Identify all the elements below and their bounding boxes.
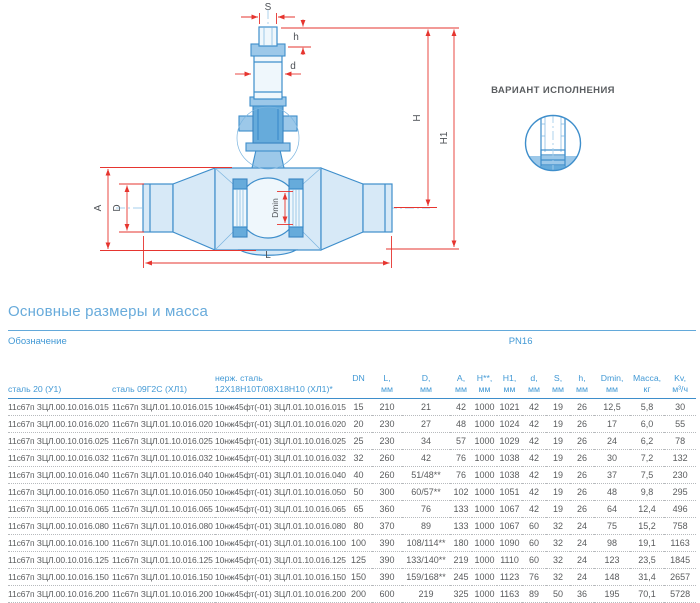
value-cell: 25 xyxy=(345,433,372,450)
value-cell: 42 xyxy=(522,484,546,501)
value-cell: 1000 xyxy=(472,518,497,535)
col-header-dmin: Dmin, мм xyxy=(594,351,630,399)
designation-cell: 10нж45фт(-01) ЗЦЛ.01.10.016.015 xyxy=(215,399,345,416)
value-cell: 26 xyxy=(570,501,594,518)
table-body xyxy=(8,399,696,603)
designation-cell: 11с67п ЗЦЛ.01.10.016.032 xyxy=(112,450,215,467)
col-header-s: S, мм xyxy=(546,351,570,399)
value-cell: 19 xyxy=(546,501,570,518)
value-cell: 42 xyxy=(522,450,546,467)
value-cell: 42 xyxy=(402,450,450,467)
value-cell: 100 xyxy=(345,535,372,552)
value-cell: 7,2 xyxy=(630,450,664,467)
col-header-stainless: нерж. сталь 12Х18Н10Т/08Х18Н10 (ХЛ1)* xyxy=(215,351,345,399)
value-cell: 42 xyxy=(522,399,546,416)
table-row xyxy=(8,569,696,586)
value-cell: 80 xyxy=(345,518,372,535)
designation-cell: 11с67п ЗЦЛ.00.10.016.200 xyxy=(8,586,112,603)
value-cell: 1000 xyxy=(472,501,497,518)
designation-cell: 11с67п ЗЦЛ.01.10.016.020 xyxy=(112,416,215,433)
value-cell: 89 xyxy=(402,518,450,535)
value-cell: 27 xyxy=(402,416,450,433)
designation-cell: 10нж45фт(-01) ЗЦЛ.01.10.016.125 xyxy=(215,552,345,569)
value-cell: 219 xyxy=(402,586,450,603)
value-cell: 21 xyxy=(402,399,450,416)
value-cell: 125 xyxy=(345,552,372,569)
dim-label-L: L xyxy=(265,250,271,261)
designation-cell: 10нж45фт(-01) ЗЦЛ.01.10.016.200 xyxy=(215,586,345,603)
value-cell: 19 xyxy=(546,416,570,433)
value-cell: 42 xyxy=(522,433,546,450)
value-cell: 2657 xyxy=(664,569,696,586)
value-cell: 30 xyxy=(664,399,696,416)
value-cell: 133 xyxy=(450,518,472,535)
designation-cell: 11с67п ЗЦЛ.00.10.016.020 xyxy=(8,416,112,433)
section-title: Основные размеры и масса xyxy=(8,303,209,320)
value-cell: 102 xyxy=(450,484,472,501)
value-cell: 26 xyxy=(570,399,594,416)
pn-group-header: PN16 xyxy=(508,335,533,347)
value-cell: 1067 xyxy=(497,518,522,535)
value-cell: 76 xyxy=(450,450,472,467)
designation-cell: 11с67п ЗЦЛ.00.10.016.125 xyxy=(8,552,112,569)
value-cell: 1029 xyxy=(497,433,522,450)
designation-cell: 10нж45фт(-01) ЗЦЛ.01.10.016.025 xyxy=(215,433,345,450)
value-cell: 230 xyxy=(664,467,696,484)
designation-cell: 11с67п ЗЦЛ.00.10.016.080 xyxy=(8,518,112,535)
value-cell: 5728 xyxy=(664,586,696,603)
value-cell: 24 xyxy=(570,535,594,552)
value-cell: 1000 xyxy=(472,535,497,552)
table-row xyxy=(8,518,696,535)
value-cell: 76 xyxy=(450,467,472,484)
value-cell: 48 xyxy=(450,416,472,433)
group-header-row xyxy=(8,331,696,352)
value-cell: 78 xyxy=(664,433,696,450)
value-cell: 245 xyxy=(450,569,472,586)
value-cell: 133 xyxy=(450,501,472,518)
value-cell: 26 xyxy=(570,484,594,501)
value-cell: 390 xyxy=(372,569,402,586)
value-cell: 1110 xyxy=(497,552,522,569)
value-cell: 48 xyxy=(594,484,630,501)
value-cell: 57 xyxy=(450,433,472,450)
value-cell: 19 xyxy=(546,484,570,501)
col-header-mass: Масса, кг xyxy=(630,351,664,399)
value-cell: 370 xyxy=(372,518,402,535)
value-cell: 1038 xyxy=(497,450,522,467)
variant-title: ВАРИАНТ ИСПОЛНЕНИЯ xyxy=(491,85,615,96)
value-cell: 1000 xyxy=(472,433,497,450)
value-cell: 32 xyxy=(546,569,570,586)
value-cell: 133/140** xyxy=(402,552,450,569)
designation-cell: 10нж45фт(-01) ЗЦЛ.01.10.016.150 xyxy=(215,569,345,586)
value-cell: 325 xyxy=(450,586,472,603)
col-header-h-small: h, мм xyxy=(570,351,594,399)
value-cell: 60 xyxy=(522,518,546,535)
value-cell: 75 xyxy=(594,518,630,535)
value-cell: 230 xyxy=(372,433,402,450)
value-cell: 19 xyxy=(546,467,570,484)
value-cell: 19 xyxy=(546,399,570,416)
value-cell: 1000 xyxy=(472,484,497,501)
value-cell: 1067 xyxy=(497,501,522,518)
value-cell: 1000 xyxy=(472,399,497,416)
designation-cell: 11с67п ЗЦЛ.01.10.016.080 xyxy=(112,518,215,535)
value-cell: 42 xyxy=(522,467,546,484)
col-header-steel09g2s: сталь 09Г2С (ХЛ1) xyxy=(112,351,215,399)
col-header-h-cap: Н**, мм xyxy=(472,351,497,399)
table-row xyxy=(8,484,696,501)
table-row xyxy=(8,586,696,603)
stem-assembly xyxy=(237,27,299,169)
table-row xyxy=(8,399,696,416)
value-cell: 26 xyxy=(570,433,594,450)
designation-cell: 10нж45фт(-01) ЗЦЛ.01.10.016.065 xyxy=(215,501,345,518)
value-cell: 123 xyxy=(594,552,630,569)
value-cell: 1845 xyxy=(664,552,696,569)
value-cell: 60 xyxy=(522,552,546,569)
value-cell: 15,2 xyxy=(630,518,664,535)
value-cell: 42 xyxy=(522,416,546,433)
value-cell: 76 xyxy=(402,501,450,518)
col-header-kv: Kv, м³/ч xyxy=(664,351,696,399)
value-cell: 230 xyxy=(372,416,402,433)
value-cell: 42 xyxy=(450,399,472,416)
value-cell: 64 xyxy=(594,501,630,518)
value-cell: 17 xyxy=(594,416,630,433)
table-row xyxy=(8,416,696,433)
value-cell: 5,8 xyxy=(630,399,664,416)
designation-cell: 11с67п ЗЦЛ.00.10.016.015 xyxy=(8,399,112,416)
value-cell: 148 xyxy=(594,569,630,586)
value-cell: 24 xyxy=(570,518,594,535)
designation-cell: 11с67п ЗЦЛ.00.10.016.032 xyxy=(8,450,112,467)
value-cell: 24 xyxy=(570,552,594,569)
designation-cell: 11с67п ЗЦЛ.00.10.016.100 xyxy=(8,535,112,552)
value-cell: 1000 xyxy=(472,569,497,586)
value-cell: 496 xyxy=(664,501,696,518)
table-row xyxy=(8,501,696,518)
value-cell: 1000 xyxy=(472,416,497,433)
value-cell: 9,8 xyxy=(630,484,664,501)
value-cell: 36 xyxy=(570,586,594,603)
value-cell: 26 xyxy=(570,416,594,433)
value-cell: 34 xyxy=(402,433,450,450)
value-cell: 150 xyxy=(345,569,372,586)
value-cell: 180 xyxy=(450,535,472,552)
designation-group-header: Обозначение xyxy=(8,335,67,347)
table-row xyxy=(8,535,696,552)
dimensions-table xyxy=(8,330,696,603)
table-row xyxy=(8,433,696,450)
value-cell: 26 xyxy=(570,467,594,484)
dim-label-D: D xyxy=(112,204,123,212)
value-cell: 219 xyxy=(450,552,472,569)
value-cell: 65 xyxy=(345,501,372,518)
value-cell: 24 xyxy=(570,569,594,586)
value-cell: 20 xyxy=(345,416,372,433)
designation-cell: 10нж45фт(-01) ЗЦЛ.01.10.016.032 xyxy=(215,450,345,467)
designation-cell: 11с67п ЗЦЛ.00.10.016.040 xyxy=(8,467,112,484)
col-header-d-small: d, мм xyxy=(522,351,546,399)
value-cell: 1163 xyxy=(664,535,696,552)
value-cell: 50 xyxy=(345,484,372,501)
designation-cell: 11с67п ЗЦЛ.01.10.016.150 xyxy=(112,569,215,586)
table-row xyxy=(8,552,696,569)
value-cell: 1090 xyxy=(497,535,522,552)
designation-cell: 10нж45фт(-01) ЗЦЛ.01.10.016.050 xyxy=(215,484,345,501)
value-cell: 295 xyxy=(664,484,696,501)
ball-and-seats xyxy=(233,178,303,238)
value-cell: 30 xyxy=(594,450,630,467)
value-cell: 132 xyxy=(664,450,696,467)
value-cell: 19 xyxy=(546,450,570,467)
dim-label-H: H xyxy=(412,114,423,122)
value-cell: 360 xyxy=(372,501,402,518)
designation-cell: 11с67п ЗЦЛ.01.10.016.125 xyxy=(112,552,215,569)
designation-cell: 11с67п ЗЦЛ.00.10.016.050 xyxy=(8,484,112,501)
value-cell: 1000 xyxy=(472,450,497,467)
designation-cell: 11с67п ЗЦЛ.01.10.016.050 xyxy=(112,484,215,501)
value-cell: 1051 xyxy=(497,484,522,501)
dim-label-h: h xyxy=(293,32,299,43)
value-cell: 37 xyxy=(594,467,630,484)
value-cell: 51/48** xyxy=(402,467,450,484)
value-cell: 600 xyxy=(372,586,402,603)
value-cell: 758 xyxy=(664,518,696,535)
designation-cell: 11с67п ЗЦЛ.01.10.016.025 xyxy=(112,433,215,450)
value-cell: 1024 xyxy=(497,416,522,433)
value-cell: 19,1 xyxy=(630,535,664,552)
value-cell: 108/114** xyxy=(402,535,450,552)
value-cell: 50 xyxy=(546,586,570,603)
value-cell: 19 xyxy=(546,433,570,450)
value-cell: 260 xyxy=(372,467,402,484)
value-cell: 15 xyxy=(345,399,372,416)
designation-cell: 10нж45фт(-01) ЗЦЛ.01.10.016.040 xyxy=(215,467,345,484)
value-cell: 32 xyxy=(546,535,570,552)
value-cell: 195 xyxy=(594,586,630,603)
value-cell: 260 xyxy=(372,450,402,467)
value-cell: 12,5 xyxy=(594,399,630,416)
value-cell: 60/57** xyxy=(402,484,450,501)
value-cell: 26 xyxy=(570,450,594,467)
value-cell: 390 xyxy=(372,535,402,552)
designation-cell: 11с67п ЗЦЛ.00.10.016.150 xyxy=(8,569,112,586)
value-cell: 76 xyxy=(522,569,546,586)
value-cell: 210 xyxy=(372,399,402,416)
designation-cell: 11с67п ЗЦЛ.00.10.016.025 xyxy=(8,433,112,450)
value-cell: 32 xyxy=(546,552,570,569)
table-row xyxy=(8,450,696,467)
value-cell: 89 xyxy=(522,586,546,603)
dim-label-d: d xyxy=(290,61,296,72)
value-cell: 23,5 xyxy=(630,552,664,569)
designation-cell: 11с67п ЗЦЛ.01.10.016.200 xyxy=(112,586,215,603)
value-cell: 1038 xyxy=(497,467,522,484)
value-cell: 98 xyxy=(594,535,630,552)
col-header-steel20: сталь 20 (У1) xyxy=(8,351,112,399)
value-cell: 70,1 xyxy=(630,586,664,603)
col-header-h1: H1, мм xyxy=(497,351,522,399)
value-cell: 24 xyxy=(594,433,630,450)
designation-cell: 10нж45фт(-01) ЗЦЛ.01.10.016.020 xyxy=(215,416,345,433)
designation-cell: 10нж45фт(-01) ЗЦЛ.01.10.016.080 xyxy=(215,518,345,535)
value-cell: 60 xyxy=(522,535,546,552)
designation-cell: 11с67п ЗЦЛ.01.10.016.100 xyxy=(112,535,215,552)
value-cell: 7,5 xyxy=(630,467,664,484)
value-cell: 1000 xyxy=(472,467,497,484)
value-cell: 1163 xyxy=(497,586,522,603)
value-cell: 1021 xyxy=(497,399,522,416)
value-cell: 32 xyxy=(546,518,570,535)
value-cell: 6,0 xyxy=(630,416,664,433)
value-cell: 390 xyxy=(372,552,402,569)
designation-cell: 11с67п ЗЦЛ.00.10.016.065 xyxy=(8,501,112,518)
value-cell: 300 xyxy=(372,484,402,501)
value-cell: 55 xyxy=(664,416,696,433)
col-header-d-big: D, мм xyxy=(402,351,450,399)
dim-label-A: A xyxy=(93,204,104,212)
col-header-l: L, мм xyxy=(372,351,402,399)
value-cell: 200 xyxy=(345,586,372,603)
value-cell: 40 xyxy=(345,467,372,484)
value-cell: 12,4 xyxy=(630,501,664,518)
value-cell: 1000 xyxy=(472,552,497,569)
value-cell: 6,2 xyxy=(630,433,664,450)
col-header-dn: DN xyxy=(345,351,372,399)
value-cell: 31,4 xyxy=(630,569,664,586)
value-cell: 42 xyxy=(522,501,546,518)
value-cell: 1123 xyxy=(497,569,522,586)
variant-detail xyxy=(491,85,615,174)
dim-label-H1: H1 xyxy=(439,131,450,145)
designation-cell: 10нж45фт(-01) ЗЦЛ.01.10.016.100 xyxy=(215,535,345,552)
column-header-row xyxy=(8,351,696,399)
value-cell: 32 xyxy=(345,450,372,467)
dim-label-dmin: Dmin xyxy=(270,198,280,218)
dim-label-s: S xyxy=(264,2,272,13)
table-row xyxy=(8,467,696,484)
designation-cell: 11с67п ЗЦЛ.01.10.016.015 xyxy=(112,399,215,416)
designation-cell: 11с67п ЗЦЛ.01.10.016.040 xyxy=(112,467,215,484)
value-cell: 159/168** xyxy=(402,569,450,586)
value-cell: 1000 xyxy=(472,586,497,603)
designation-cell: 11с67п ЗЦЛ.01.10.016.065 xyxy=(112,501,215,518)
col-header-a: A, мм xyxy=(450,351,472,399)
